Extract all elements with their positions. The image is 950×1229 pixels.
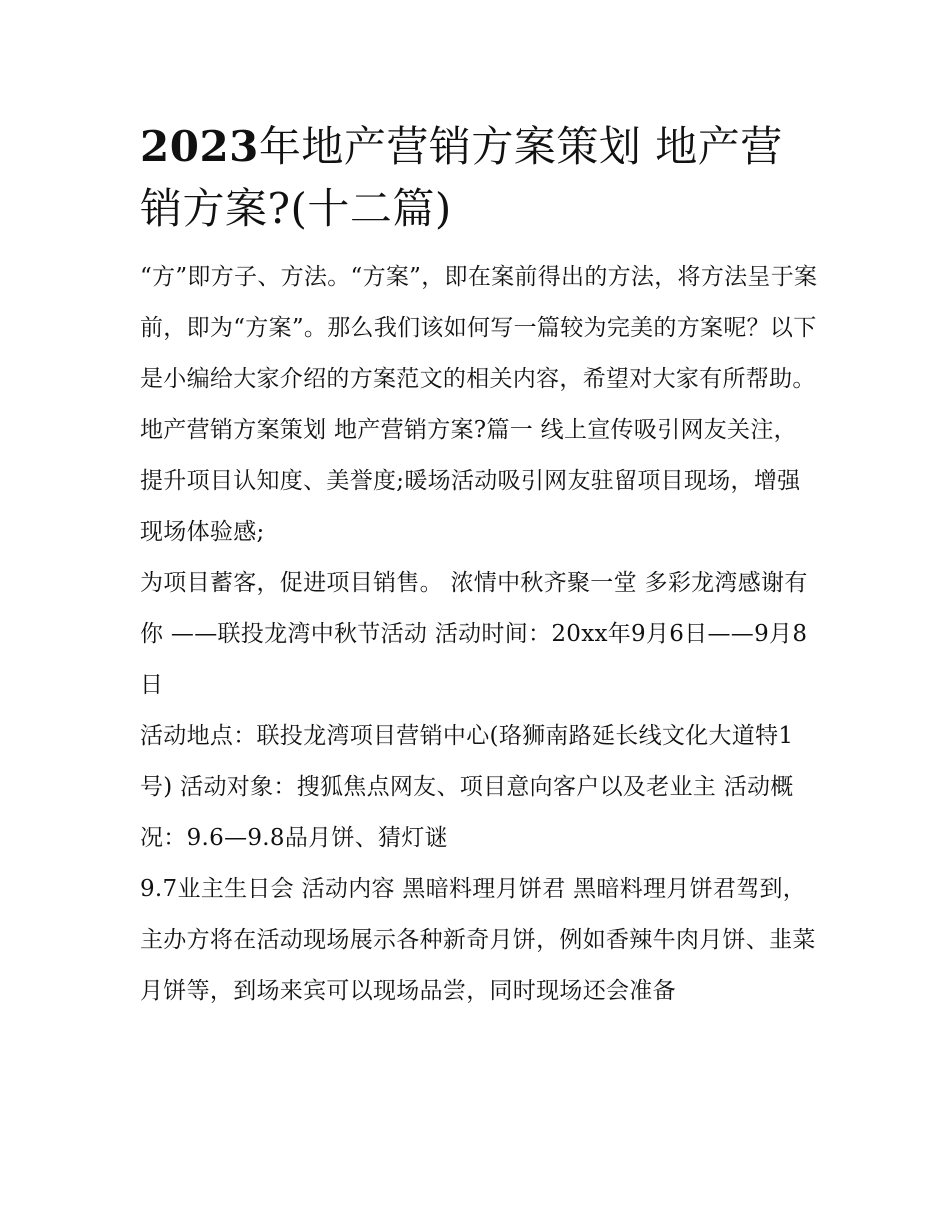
event-time-paragraph: 为项目蓄客，促进项目销售。 浓情中秋齐聚一堂 多彩龙湾感谢有你 ——联投龙湾中秋节活动 活动时间：20xx年9月6日——9月8日 (140, 570, 808, 698)
title-text: 年地产营销方案策划 地产营销方案?(十二篇) (140, 122, 783, 233)
event-location-paragraph: 活动地点：联投龙湾项目营销中心(珞狮南路延长线文化大道特1号) 活动对象：搜狐焦点网友、项目意向客户以及老业主 活动概况：9.6—9.8品月饼、猜灯谜 (140, 723, 794, 851)
document-body (140, 116, 820, 1017)
section-paragraph: 地产营销方案策划 地产营销方案?篇一 线上宣传吸引网友关注，提升项目认知度、美誉度;暖场活动吸引网友驻留项目现场，增强现场体验感; (140, 417, 801, 545)
event-content-paragraph: 9.7业主生日会 活动内容 黑暗料理月饼君 黑暗料理月饼君驾到，主办方将在活动现场展示各种新奇月饼，例如香辣牛肉月饼、韭菜月饼等，到场来宾可以现场品尝，同时现场还会准备 (140, 876, 816, 1004)
document-title (140, 116, 820, 240)
title-year: 2023 (140, 122, 259, 171)
intro-paragraph: “方”即方子、方法。“方案”，即在案前得出的方法，将方法呈于案前，即为“方案”。那么我们该如何写一篇较为完美的方案呢？以下是小编给大家介绍的方案范文的相关内容，希望对大家有所帮助。 (140, 264, 818, 392)
